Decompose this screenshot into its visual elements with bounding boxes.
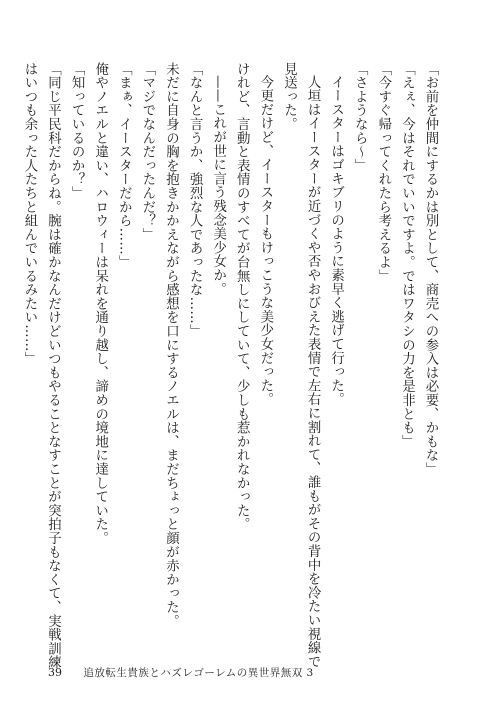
text-line: 未だに自身の胸を抱きかかえながら感想を口にするノエルは、まだちょっと顔が赤かった。: [163, 62, 179, 628]
text-line: 「えぇ、今はそれでいいですよ。ではワタシの力を是非とも」: [399, 62, 415, 449]
page-footer: [48, 665, 314, 680]
text-line: 「さようなら〜」: [352, 62, 368, 173]
text-line: 「知っているのか？」: [69, 62, 85, 200]
vertical-text-body: [21, 62, 442, 670]
book-title: 追放転生貴族とハズレゴーレムの異世界無双 3: [83, 667, 314, 679]
text-line: 俺やノエルと違い、ハロウィーは呆れを通り越し、諦めの境地に達していた。: [92, 62, 108, 545]
text-line: 「なんと言うか、強烈な人であったな……」: [187, 62, 203, 338]
text-line: ——これが世に言う残念美少女か。: [210, 75, 226, 297]
text-line: 見送った。: [281, 62, 297, 131]
text-line: 「同じ平民科だからね。腕は確かなんだけどいつもやることなすことが突拍子もなくて、実戦訓練: [45, 62, 61, 670]
text-line: 「今すぐ帰ってくれたら考えるよ」: [375, 62, 391, 283]
text-line: 「マジでなんだったんだ？」: [139, 62, 155, 242]
text-line: けれど、言動と表情のすべてが台無しにしていて、少しも惹かれなかった。: [234, 62, 250, 532]
page-number: 39: [48, 666, 62, 679]
text-line: 「まぁ、イースターだから……」: [116, 62, 132, 269]
text-line: 人垣はイースターが近づくや否やおびえた表情で左右に割れて、誰もがその背中を冷たい視線で: [305, 75, 321, 669]
text-line: イースターはゴキブリのように素早く逃げて行った。: [328, 75, 344, 407]
text-line: 「お前を仲間にするかは別として、商売への参入は必要、かもな」: [423, 62, 438, 476]
text-line: 今更だけど、イースターもけっこうな美少女だった。: [257, 75, 273, 407]
text-line: はいつも余った人たちと組んでいるみたい……」: [21, 62, 37, 366]
